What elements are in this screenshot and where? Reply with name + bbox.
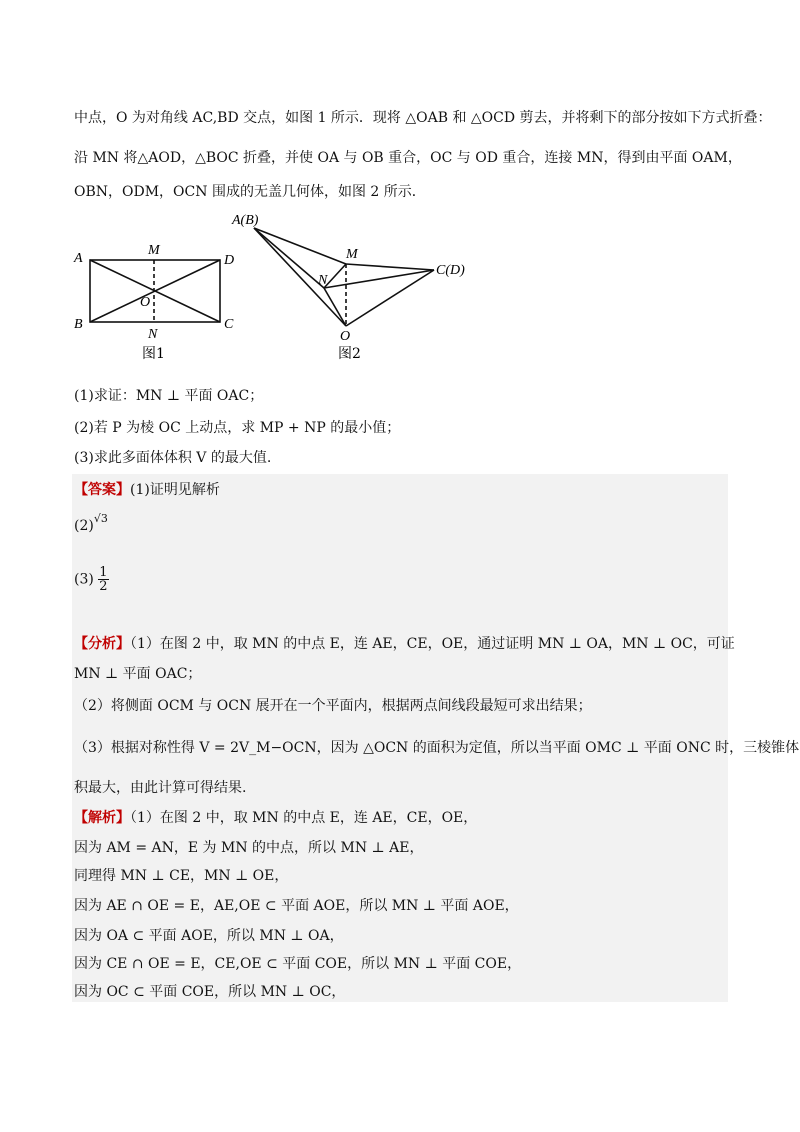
analysis-p1: （1）在图 2 中，取 MN 的中点 E，连 AE，CE，OE，通过证明 MN ⊥ OA，MN ⊥ OC，可证	[130, 636, 735, 652]
answer-line-2	[74, 512, 108, 537]
fig1-label-d: D	[224, 253, 235, 268]
solution-line-6: 因为 CE ∩ OE = E，CE,OE ⊂ 平面 COE，所以 MN ⊥ 平面 COE，	[74, 956, 522, 972]
fig2-caption: 图2	[338, 346, 361, 362]
answer-line-1	[74, 480, 220, 500]
fig2-label-n: N	[318, 273, 328, 288]
fig1-label-c: C	[224, 317, 234, 332]
answer-3-denominator: 2	[99, 579, 108, 594]
fig1-label-n: N	[148, 327, 158, 342]
solution-line-5: 因为 OA ⊂ 平面 AOE，所以 MN ⊥ OA，	[74, 928, 344, 944]
question-1: (1)求证：MN ⊥ 平面 OAC；	[74, 388, 264, 404]
fig1-label-b: B	[74, 317, 83, 332]
fig2-label-ab: A(B)	[232, 213, 259, 228]
figure-2	[226, 206, 486, 364]
solution-line-7: 因为 OC ⊂ 平面 COE，所以 MN ⊥ OC，	[74, 984, 346, 1000]
answer-2-prefix: (2)	[74, 518, 94, 534]
fig2-label-m: M	[346, 247, 358, 262]
analysis-line-2: （2）将侧面 OCM 与 OCN 展开在一个平面内，根据两点间线段最短可求出结果；	[74, 698, 592, 714]
question-2: (2)若 P 为棱 OC 上动点，求 MP + NP 的最小值；	[74, 420, 401, 436]
solution-tag: 【解析】	[74, 810, 130, 826]
analysis-line-1b: MN ⊥ 平面 OAC；	[74, 666, 202, 682]
question-3: (3)求此多面体体积 V 的最大值.	[74, 450, 272, 466]
figure-1	[70, 236, 250, 366]
fig1-label-a: A	[74, 251, 83, 266]
answer-line-3	[74, 566, 109, 593]
fig1-label-m: M	[148, 243, 160, 258]
solution-s1: （1）在图 2 中，取 MN 的中点 E，连 AE，CE，OE，	[130, 810, 478, 826]
solution-line-2: 因为 AM = AN，E 为 MN 的中点，所以 MN ⊥ AE，	[74, 840, 424, 856]
answer-3-numerator: 1	[99, 565, 108, 580]
analysis-tag: 【分析】	[74, 636, 130, 652]
answer-3-prefix: (3)	[74, 571, 94, 588]
answer-2-value: √3	[93, 512, 108, 525]
answer-1: (1)证明见解析	[130, 482, 220, 498]
analysis-line-3: （3）根据对称性得 V = 2V_M−OCN，因为 △OCN 的面积为定值，所以当平面 OMC ⊥ 平面 ONC 时，三棱锥体	[74, 740, 800, 756]
solution-line-4: 因为 AE ∩ OE = E，AE,OE ⊂ 平面 AOE，所以 MN ⊥ 平面 AOE，	[74, 898, 519, 914]
problem-line-1: 中点，O 为对角线 AC,BD 交点，如图 1 所示．现将 △OAB 和 △OCD 剪去，并将剩下的部分按如下方式折叠：	[74, 110, 772, 126]
solution-line-1	[74, 808, 477, 828]
fig1-caption: 图1	[142, 346, 165, 362]
fig1-label-o: O	[140, 295, 151, 310]
fig2-label-cd: C(D)	[436, 263, 465, 278]
problem-line-3: OBN，ODM，OCN 围成的无盖几何体，如图 2 所示．	[74, 184, 426, 200]
analysis-line-3b: 积最大，由此计算可得结果.	[74, 780, 247, 796]
fig2-label-o: O	[340, 329, 351, 344]
problem-line-2: 沿 MN 将△AOD，△BOC 折叠，并使 OA 与 OB 重合，OC 与 OD 重合，连接 MN，得到由平面 OAM，	[74, 150, 742, 166]
answer-tag: 【答案】	[74, 482, 130, 498]
analysis-line-1	[74, 634, 735, 654]
answer-3-fraction	[98, 566, 108, 593]
solution-line-3: 同理得 MN ⊥ CE，MN ⊥ OE，	[74, 868, 289, 884]
